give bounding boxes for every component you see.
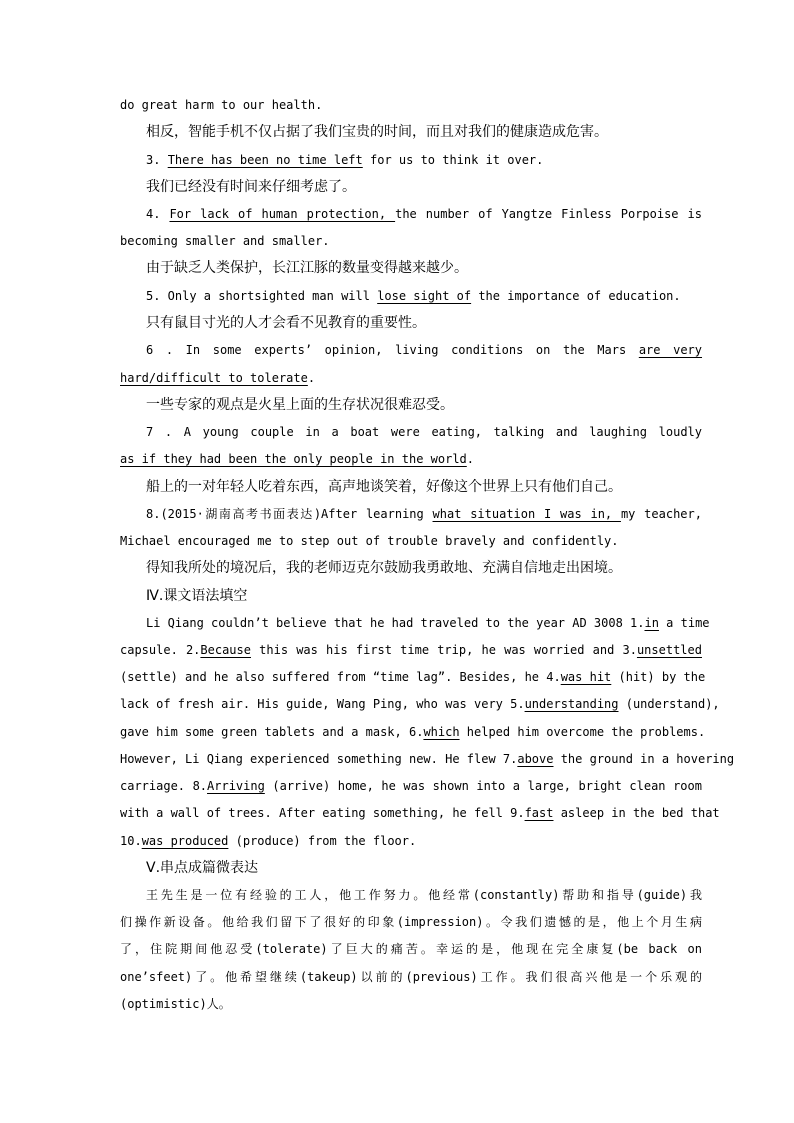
text-segment: carriage. 8.: [120, 779, 208, 793]
text-line: [146, 612, 710, 634]
text-segment: However, Li Qiang experienced something new. He flew 7.: [120, 752, 518, 766]
text-segment: 4.: [146, 207, 170, 221]
text-line: [120, 993, 702, 1015]
text-line: [146, 203, 702, 225]
section-heading: [146, 585, 702, 607]
text-line: [120, 775, 702, 797]
answer-blank: was hit: [560, 670, 612, 684]
text-segment: becoming smaller and smaller.: [120, 234, 330, 248]
text-segment: (produce) from the floor.: [228, 834, 417, 848]
text-segment: 7 . A young couple in a boat were eating, talking and laughing loudly: [146, 425, 702, 439]
text-line: [120, 230, 702, 252]
text-line: [146, 476, 702, 498]
answer-blank: which: [423, 725, 460, 739]
text-line: [146, 503, 702, 525]
answer-blank: For lack of human protection,: [169, 207, 396, 221]
text-segment: (settle) and he also suffered from “time lag”. Besides, he 4.: [120, 670, 561, 684]
answer-blank: in: [644, 616, 659, 630]
text-segment: 由于缺乏人类保护，长江江豚的数量变得越来越少。: [146, 260, 468, 276]
answer-blank: There has been no time left: [167, 153, 363, 167]
text-segment: with a wall of trees. After eating something, he fell 9.: [120, 806, 525, 820]
answer-blank: understanding: [524, 697, 619, 711]
text-segment: Li Qiang couldn’t believe that he had traveled to the year AD 3008 1.: [146, 616, 645, 630]
answer-blank: fast: [524, 806, 554, 820]
text-segment: 8.(2015·湖南高考书面表达)After learning: [146, 507, 433, 521]
text-segment: capsule. 2.: [120, 643, 201, 657]
text-line: [146, 257, 702, 279]
text-line: [120, 530, 702, 552]
answer-blank: was produced: [141, 834, 229, 848]
text-segment: asleep in the bed that: [553, 806, 720, 820]
text-line: [120, 666, 706, 688]
text-segment: a time: [658, 616, 710, 630]
text-segment: .: [307, 371, 316, 385]
text-segment: (optimistic)人。: [120, 997, 231, 1011]
text-segment: (arrive) home, he was shown into a large, bright clean room: [264, 779, 702, 793]
text-segment: 相反，智能手机不仅占据了我们宝贵的时间，而且对我们的健康造成危害。: [146, 124, 608, 140]
text-line: [120, 721, 706, 743]
answer-blank: above: [517, 752, 554, 766]
text-segment: lack of fresh air. His guide, Wang Ping, who was very 5.: [120, 697, 525, 711]
answer-blank: Arriving: [207, 779, 265, 793]
text-line: [120, 802, 720, 824]
text-segment: 了，住院期间他忍受(tolerate)了巨大的痛苦。幸运的是，他现在完全康复(be back on: [120, 942, 702, 956]
text-segment: (understand),: [618, 697, 720, 711]
text-segment: 一些专家的观点是火星上面的生存状况很难忍受。: [146, 397, 454, 413]
text-segment: this was his first time trip, he was worried and 3.: [250, 643, 637, 657]
text-segment: 10.: [120, 834, 142, 848]
text-line: [146, 121, 702, 143]
text-segment: 们操作新设备。他给我们留下了很好的印象(impression)。令我们遗憾的是，他上个月生病: [120, 915, 702, 929]
text-segment: one’sfeet)了。他希望继续(takeup)以前的(previous)工作。我们很高兴他是一个乐观的: [120, 970, 702, 984]
text-segment: 我们已经没有时间来仔细考虑了。: [146, 179, 356, 195]
text-segment: the ground in a hovering: [553, 752, 735, 766]
text-segment: Ⅳ.课文语法填空: [146, 588, 248, 604]
text-segment: 得知我所处的境况后，我的老师迈克尔鼓励我勇敢地、充满自信地走出困境。: [146, 560, 622, 576]
text-line: [146, 339, 702, 361]
answer-blank: lose sight of: [377, 289, 472, 303]
text-segment: Michael encouraged me to step out of trouble bravely and confidently.: [120, 534, 619, 548]
text-segment: 5. Only a shortsighted man will: [146, 289, 378, 303]
answer-blank: are very: [638, 343, 703, 357]
text-line: [146, 285, 702, 307]
section-heading: [146, 857, 702, 879]
answer-blank: Because: [200, 643, 251, 657]
text-segment: the importance of education.: [471, 289, 681, 303]
text-line: [146, 421, 702, 443]
answer-blank: unsettled: [636, 643, 702, 657]
text-segment: the number of Yangtze Finless Porpoise is: [395, 207, 702, 221]
text-line: [146, 176, 702, 198]
text-line: [120, 966, 702, 988]
text-segment: for us to think it over.: [362, 153, 544, 167]
text-line: [146, 884, 702, 906]
text-segment: 6 . In some experts’ opinion, living conditions on the Mars: [146, 343, 639, 357]
answer-blank: hard/difficult to tolerate: [120, 371, 308, 385]
text-segment: 3.: [146, 153, 168, 167]
text-segment: Ⅴ.串点成篇微表达: [146, 860, 259, 876]
text-line: [120, 367, 702, 389]
text-line: [120, 693, 720, 715]
text-line: [120, 938, 702, 960]
text-line: [146, 312, 702, 334]
text-segment: 船上的一对年轻人吃着东西，高声地谈笑着，好像这个世界上只有他们自己。: [146, 479, 622, 495]
text-segment: do great harm to our health.: [120, 98, 323, 112]
text-segment: (hit) by the: [611, 670, 706, 684]
text-line: [120, 94, 702, 116]
text-line: [120, 448, 702, 470]
text-segment: .: [466, 452, 475, 466]
text-line: [146, 557, 702, 579]
text-line: [120, 830, 702, 852]
text-segment: my teacher,: [620, 507, 702, 521]
text-segment: 王先生是一位有经验的工人，他工作努力。他经常(constantly)帮助和指导(guide)我: [146, 888, 702, 902]
text-segment: 只有鼠目寸光的人才会看不见教育的重要性。: [146, 315, 426, 331]
text-line: [120, 911, 702, 933]
text-segment: gave him some green tablets and a mask, 6.: [120, 725, 424, 739]
text-line: [120, 748, 735, 770]
text-segment: helped him overcome the problems.: [459, 725, 706, 739]
answer-blank: what situation I was in,: [432, 507, 621, 521]
answer-blank: as if they had been the only people in the world: [120, 452, 467, 466]
text-line: [146, 394, 702, 416]
text-line: [146, 149, 702, 171]
text-line: [120, 639, 702, 661]
